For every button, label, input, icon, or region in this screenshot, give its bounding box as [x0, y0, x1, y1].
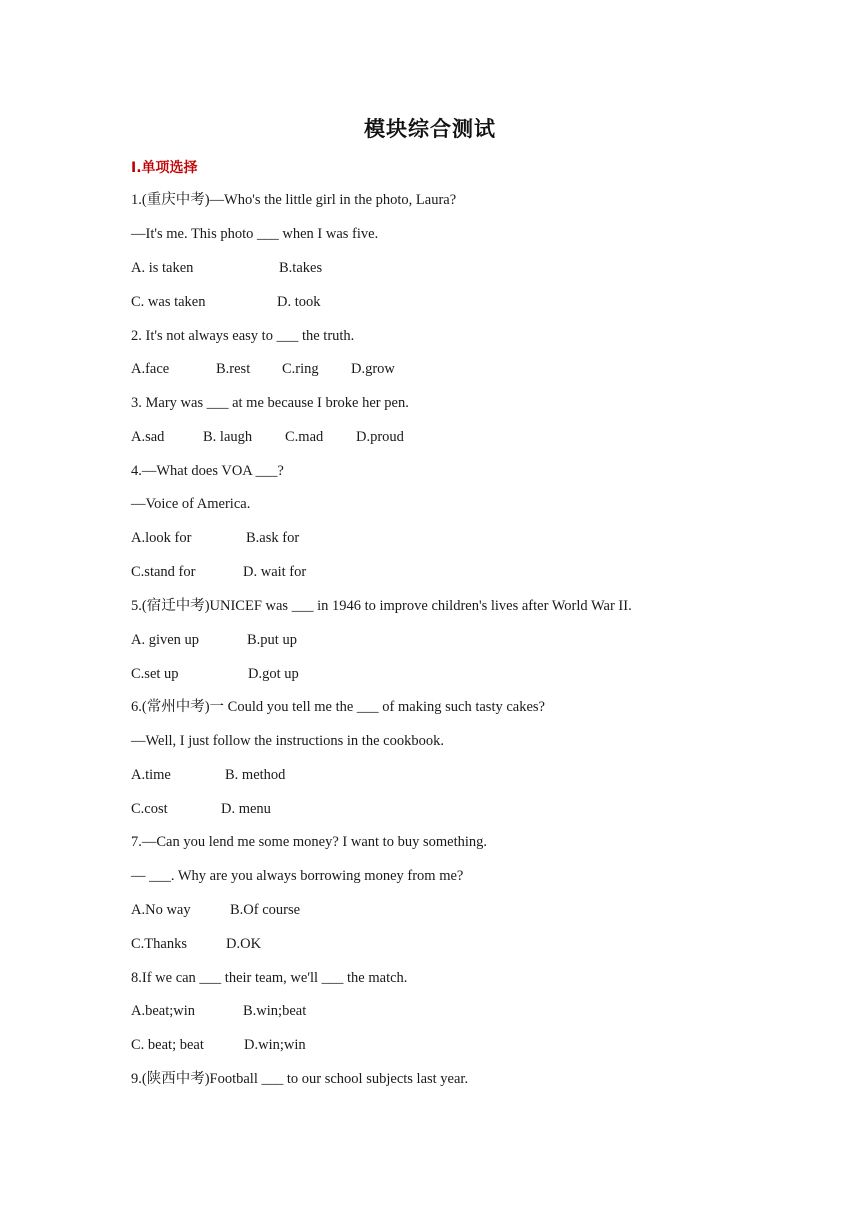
page-title: 模块综合测试	[364, 117, 496, 141]
question-6-line2: —Well, I just follow the instructions in the cookbook.	[131, 733, 444, 749]
question-7-option-d: D.OK	[226, 936, 262, 952]
question-7-option-a: A.No way	[131, 902, 191, 918]
question-1-option-a: A. is taken	[131, 260, 194, 276]
question-1-prompt: 1.(重庆中考)—Who's the little girl in the photo, Laura?	[131, 192, 457, 208]
question-4-option-d: D. wait for	[243, 564, 307, 580]
question-4-option-b: B.ask for	[246, 530, 300, 546]
question-9-prompt: 9.(陕西中考)Football ___ to our school subjects last year.	[131, 1071, 469, 1087]
question-3-prompt: 3. Mary was ___ at me because I broke her pen.	[131, 395, 409, 411]
question-2-option-a: A.face	[131, 361, 170, 377]
question-2-option-c: C.ring	[282, 361, 319, 377]
question-1-option-d: D. took	[277, 294, 321, 310]
question-2-option-d: D.grow	[351, 361, 395, 377]
question-3-option-d: D.proud	[356, 429, 404, 445]
question-6-option-a: A.time	[131, 767, 171, 783]
question-1-option-c: C. was taken	[131, 294, 206, 310]
question-5-option-b: B.put up	[247, 632, 297, 648]
question-2-option-b: B.rest	[216, 361, 251, 377]
question-7-line2: — ___. Why are you always borrowing money from me?	[131, 868, 464, 884]
question-5-option-d: D.got up	[248, 666, 299, 682]
question-8-option-d: D.win;win	[244, 1037, 306, 1053]
question-2-prompt: 2. It's not always easy to ___ the truth.	[131, 328, 355, 344]
question-8-option-b: B.win;beat	[243, 1003, 307, 1019]
question-1-line2: —It's me. This photo ___ when I was five.	[131, 226, 379, 242]
question-6-option-d: D. menu	[221, 801, 271, 817]
question-7-prompt: 7.—Can you lend me some money? I want to buy something.	[131, 834, 488, 850]
question-3-option-b: B. laugh	[203, 429, 253, 445]
question-8-option-c: C. beat; beat	[131, 1037, 204, 1053]
question-7-option-c: C.Thanks	[131, 936, 187, 952]
question-1-option-b: B.takes	[279, 260, 323, 276]
question-6-option-c: C.cost	[131, 801, 168, 817]
question-8-option-a: A.beat;win	[131, 1003, 196, 1019]
question-7-option-b: B.Of course	[230, 902, 301, 918]
question-3-option-c: C.mad	[285, 429, 324, 445]
question-6-prompt: 6.(常州中考)一 Could you tell me the ___ of making such tasty cakes?	[131, 699, 545, 715]
question-4-prompt: 4.—What does VOA ___?	[131, 463, 284, 479]
question-4-option-c: C.stand for	[131, 564, 196, 580]
question-8-prompt: 8.If we can ___ their team, we'll ___ the match.	[131, 970, 408, 986]
question-5-option-a: A. given up	[131, 632, 200, 648]
question-4-line2: —Voice of America.	[131, 496, 251, 512]
question-5-option-c: C.set up	[131, 666, 179, 682]
question-5-prompt: 5.(宿迁中考)UNICEF was ___ in 1946 to improve children's lives after World War II.	[131, 598, 632, 614]
question-3-option-a: A.sad	[131, 429, 165, 445]
question-6-option-b: B. method	[225, 767, 286, 783]
question-4-option-a: A.look for	[131, 530, 192, 546]
section-heading: I.单项选择	[131, 160, 198, 176]
